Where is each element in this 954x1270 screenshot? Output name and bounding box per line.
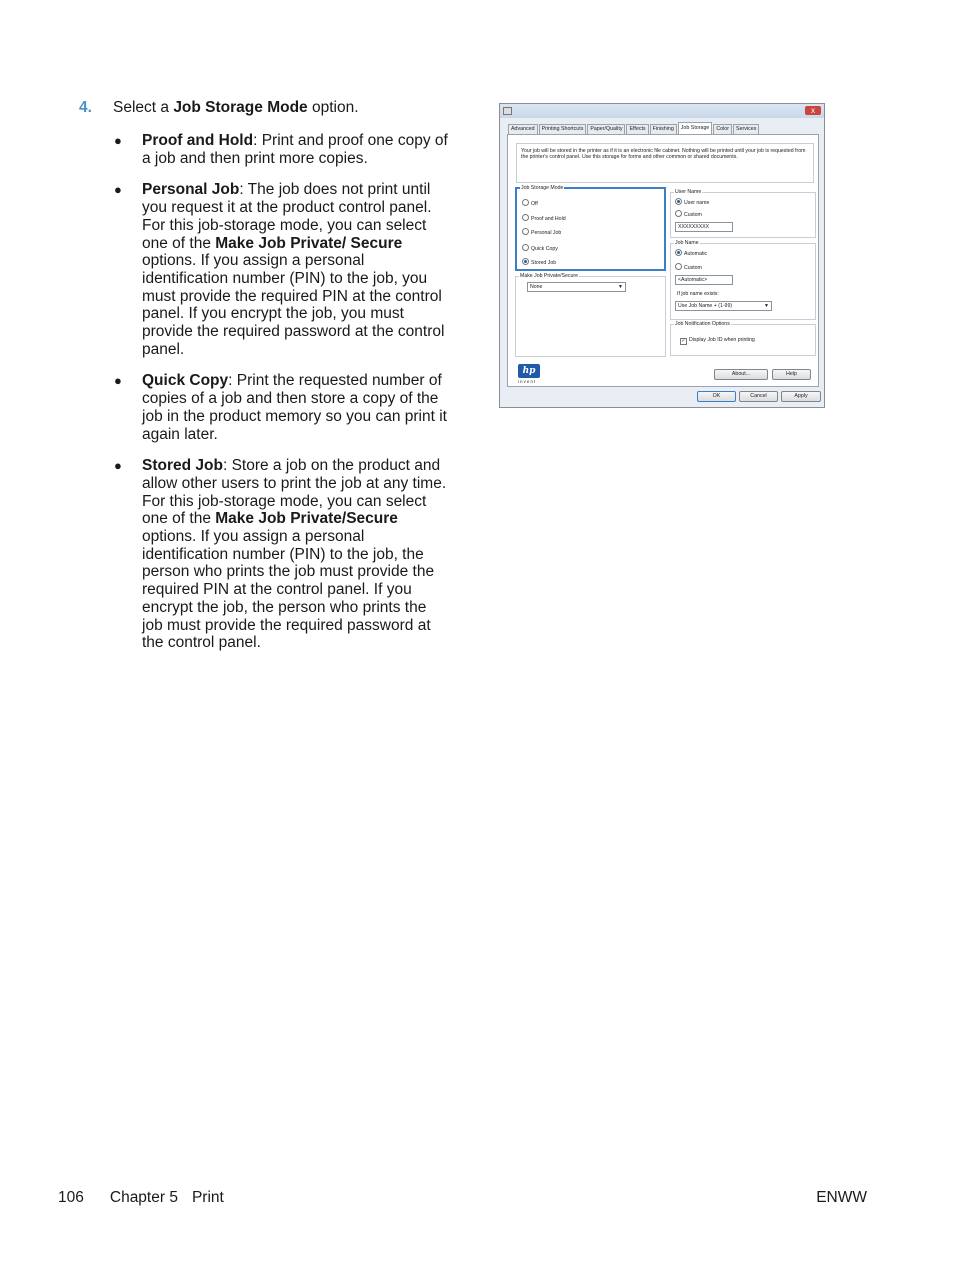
bullet-quick-copy — [113, 372, 448, 443]
radio-circle-icon — [522, 244, 529, 251]
radio-label: Custom — [684, 212, 702, 218]
if-job-name-exists-label: If job name exists: — [677, 291, 719, 297]
bullet-bold-term: Make Job Private/Secure — [215, 510, 398, 528]
make-private-select[interactable] — [527, 282, 626, 292]
tab-advanced[interactable]: Advanced — [508, 124, 538, 134]
bullet-dot-icon: ● — [114, 182, 122, 198]
radio-circle-icon — [522, 214, 529, 221]
bullet-title: Proof and Hold — [142, 132, 254, 149]
job-name-input[interactable]: <Automatic> — [675, 275, 733, 285]
bullet-dot-icon: ● — [114, 133, 122, 148]
bullet-bold-term: Make Job Private/ Secure — [215, 234, 403, 252]
dropdown-arrow-icon: ▼ — [618, 284, 623, 290]
select-value: None — [530, 284, 543, 290]
radio-stored-job[interactable] — [522, 258, 556, 266]
tab-job-storage[interactable]: Job Storage — [678, 122, 713, 134]
radio-user-name[interactable] — [675, 198, 709, 206]
group-legend: Make Job Private/Secure — [520, 273, 578, 279]
radio-job-custom[interactable] — [675, 263, 702, 271]
tab-printing-shortcuts[interactable]: Printing Shortcuts — [539, 124, 587, 134]
bullet-text: : Print the requested number of copies of a job and then store a copy of the job in the product memory so you can print it again later. — [142, 372, 447, 443]
section-label: Print — [191, 1189, 224, 1206]
radio-label: Off — [531, 201, 538, 207]
job-name-exists-select[interactable] — [675, 301, 772, 311]
radio-selected-icon — [522, 258, 529, 265]
radio-user-custom[interactable] — [675, 210, 702, 218]
tab-finishing[interactable]: Finishing — [650, 124, 677, 134]
group-legend: User Name — [675, 189, 702, 195]
user-name-group — [670, 189, 816, 238]
checkbox-label: Display Job ID when printing — [689, 337, 755, 343]
dialog-titlebar — [500, 104, 824, 118]
bullet-dot-icon: ● — [114, 373, 122, 389]
bullet-proof-and-hold — [113, 132, 448, 167]
radio-label: User name — [684, 200, 710, 206]
step-suffix: option. — [307, 99, 359, 116]
bullet-personal-job — [113, 181, 448, 358]
bullet-text: : Store a job on the product and allow other users to print the job at any time. For this job-storage mode, you can select one of the — [142, 457, 447, 528]
bullet-list — [113, 132, 448, 666]
page-number: 106 — [58, 1189, 84, 1206]
notification-group — [670, 321, 816, 356]
job-storage-pane — [507, 134, 819, 387]
radio-off[interactable] — [522, 199, 538, 207]
radio-circle-icon — [522, 228, 529, 235]
radio-circle-icon — [675, 263, 682, 270]
radio-label: Automatic — [684, 251, 708, 257]
help-button[interactable]: Help — [772, 369, 811, 380]
job-name-group — [670, 240, 816, 320]
tab-strip — [508, 124, 760, 134]
hp-logo-tagline: invent — [518, 379, 537, 384]
bullet-title: Stored Job — [142, 457, 223, 475]
group-legend: Job Storage Mode — [521, 185, 564, 191]
job-storage-mode-group — [515, 187, 666, 271]
bullet-title: Personal Job — [142, 181, 240, 199]
radio-quick-copy[interactable] — [522, 244, 558, 252]
apply-button[interactable]: Apply — [781, 391, 821, 402]
radio-label: Stored Job — [531, 260, 557, 266]
hp-logo — [518, 364, 540, 384]
footer-left — [58, 1189, 224, 1207]
radio-personal-job[interactable] — [522, 228, 561, 236]
step-bold: Job Storage Mode — [173, 99, 308, 116]
group-legend: Job Name — [675, 240, 699, 246]
print-properties-dialog — [499, 103, 825, 408]
tab-services[interactable]: Services — [733, 124, 759, 134]
about-button[interactable]: About... — [714, 369, 768, 380]
radio-job-automatic[interactable] — [675, 249, 707, 257]
hp-logo-mark: hp — [518, 364, 540, 378]
step-number: 4. — [79, 99, 92, 116]
footer-right: ENWW — [816, 1189, 867, 1206]
bullet-text: : Print and proof one copy of a job and then print more copies. — [142, 132, 448, 167]
bullet-title: Quick Copy — [142, 372, 229, 390]
radio-selected-icon — [675, 198, 682, 205]
dropdown-arrow-icon: ▼ — [764, 303, 769, 309]
tab-paper-quality[interactable]: Paper/Quality — [587, 124, 625, 134]
select-value: Use Job Name + (1-99) — [678, 303, 733, 309]
radio-label: Quick Copy — [531, 246, 558, 252]
radio-circle-icon — [522, 199, 529, 206]
tab-effects[interactable]: Effects — [626, 124, 648, 134]
bullet-text-continued: options. If you assign a personal identification number (PIN) to the job, the person who prints the job must provide the required PIN at the control panel. If you encrypt the job, the person who prints the job must provide the required password at the control panel. — [142, 528, 435, 652]
user-name-input[interactable]: XXXXXXXXX — [675, 222, 733, 232]
close-button[interactable]: x — [805, 106, 821, 115]
radio-circle-icon — [675, 210, 682, 217]
group-legend: Job Notification Options — [675, 321, 730, 327]
bullet-text-continued: options. If you assign a personal identification number (PIN) to the job, you must provide the required PIN at the control panel. If you encrypt the job, you must provide the required password at the control panel. — [142, 252, 445, 358]
ok-button[interactable]: OK — [697, 391, 736, 402]
radio-label: Personal Job — [531, 230, 562, 236]
checkmark-icon: ✓ — [681, 338, 686, 344]
make-private-group — [515, 273, 666, 357]
step-prefix: Select a — [113, 99, 174, 116]
bullet-text: : The job does not print until you request it at the product control panel. For this job-storage mode, you can select one of the — [142, 181, 432, 252]
bullet-stored-job — [113, 457, 448, 652]
radio-proof-and-hold[interactable] — [522, 214, 566, 222]
radio-selected-icon — [675, 249, 682, 256]
bullet-dot-icon: ● — [114, 458, 122, 474]
step-instruction — [79, 99, 359, 117]
radio-label: Proof and Hold — [531, 216, 566, 222]
chapter-label: Chapter 5 — [109, 1189, 178, 1206]
cancel-button[interactable]: Cancel — [739, 391, 778, 402]
radio-label: Custom — [684, 265, 702, 271]
display-job-id-checkbox[interactable] — [680, 337, 755, 345]
info-text: Your job will be stored in the printer as if it is an electronic file cabinet. Nothing will be printed until your job is requested from the printer's control panel. Use this storage for forms and other common or shared documents. — [516, 143, 814, 183]
tab-color[interactable]: Color — [713, 124, 732, 134]
printer-icon — [503, 107, 512, 115]
